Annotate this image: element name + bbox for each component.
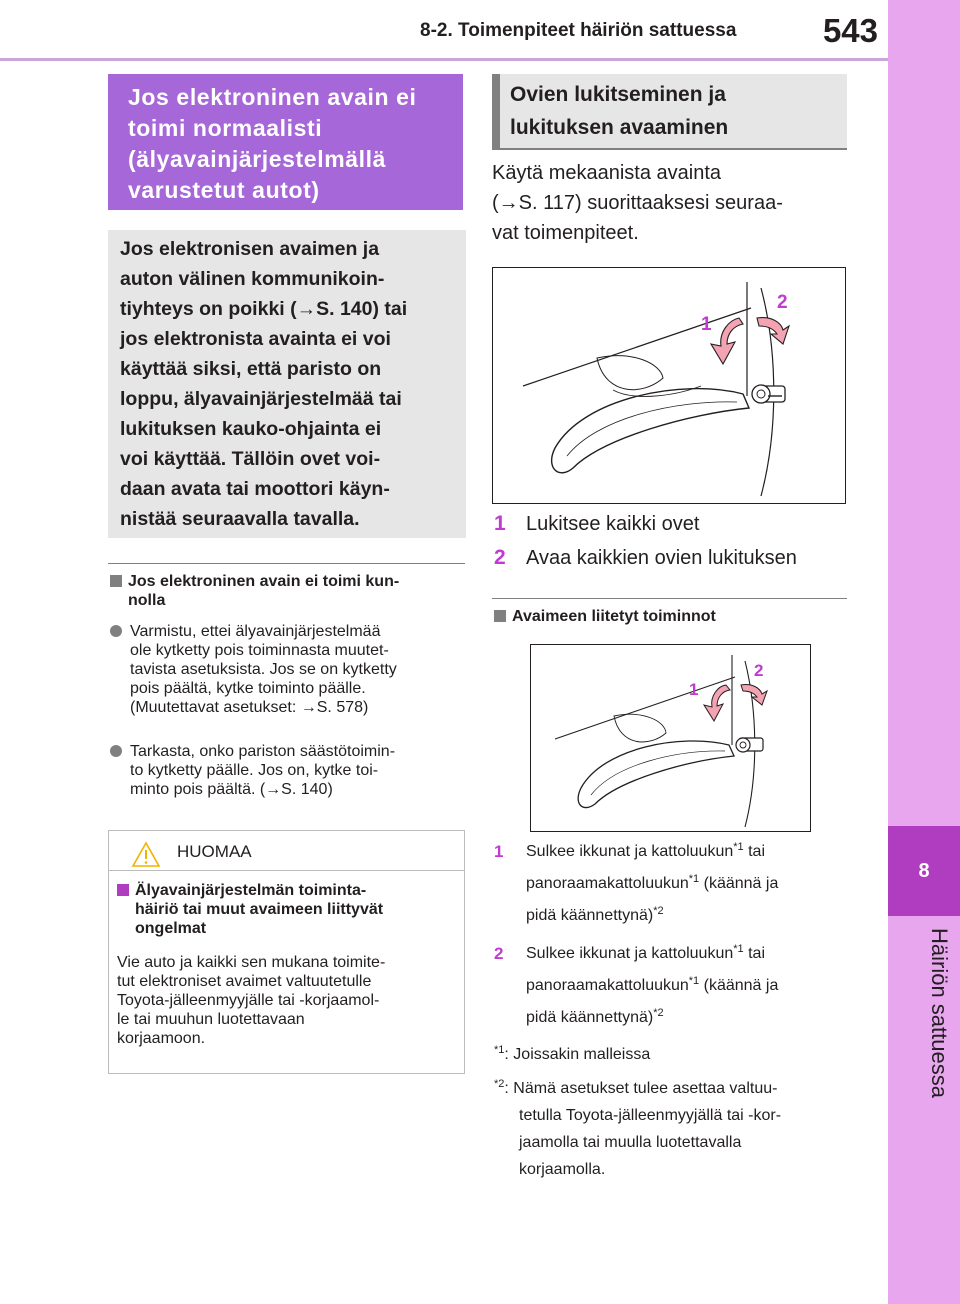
door-handle-figure-2 — [530, 644, 811, 832]
notice-subheading — [117, 881, 383, 938]
door-handle-illustration — [493, 268, 845, 503]
step-number: 1 — [494, 842, 504, 861]
step-item — [494, 938, 778, 1034]
intro-text: Jos elektronisen avaimen ja auton välinen kommunikoin- tiyhteys on poikki (→S. 140) tai jos elektronista avainta ei voi käyttää siksi, että paristo on loppu, älyavainjärjestelmää tai lukituksen kauko-ohjainta ei voi käyttää. Tällöin ovet voi- daan avata tai moottori käyn- nistää seuraavalla tavalla. — [120, 238, 408, 530]
step-text: Sulkee ikkunat ja kattoluukun — [526, 843, 734, 860]
step-text: (käännä ja — [699, 977, 779, 994]
chapter-number: 8 — [888, 826, 960, 916]
footnote-continuation: tetulla Toyota-jälleenmyyjällä tai -kor- jaamolla tai muulla luotettavalla korjaamolla. — [519, 1107, 782, 1178]
step-text: pidä käännettynä) — [526, 1009, 654, 1026]
figure-label-2: 2 — [777, 292, 788, 313]
footnote-text: : Nämä asetukset tulee asettaa valtuu- — [504, 1080, 778, 1097]
gray-heading-line: lukituksen avaaminen — [510, 116, 729, 139]
footnote-ref: *1 — [733, 943, 744, 955]
step-number: 2 — [494, 546, 506, 569]
divider — [108, 563, 465, 564]
step-text: pidä käännettynä) — [526, 907, 654, 924]
bullet-item — [110, 622, 470, 717]
step-item — [494, 836, 778, 932]
gray-heading-line: Ovien lukitseminen ja — [510, 83, 726, 106]
notice-label: HUOMAA — [177, 842, 252, 861]
step-text: panoraamakattoluukun — [526, 875, 689, 892]
chapter-side-tab — [888, 0, 960, 1304]
notice-header — [109, 831, 464, 871]
door-handle-illustration — [531, 645, 810, 831]
footnote-ref: *1 — [688, 975, 700, 987]
step-text: tai — [743, 843, 765, 860]
footnote — [494, 1041, 650, 1068]
figure-label-1: 1 — [689, 680, 699, 699]
step-text: Sulkee ikkunat ja kattoluukun — [526, 945, 734, 962]
divider — [492, 598, 847, 599]
figure-label-2: 2 — [754, 661, 764, 680]
door-handle-figure-1 — [492, 267, 846, 504]
step-text: (käännä ja — [699, 875, 779, 892]
chapter-name: Häiriön sattuessa — [927, 928, 952, 1098]
circle-bullet-icon — [110, 625, 122, 637]
subheading-key-not-working — [110, 572, 470, 610]
step-item — [494, 512, 699, 536]
step-number: 2 — [494, 944, 504, 963]
circle-bullet-icon — [110, 745, 122, 757]
purple-heading: Jos elektroninen avain ei toimi normaalisti (älyavainjärjestelmällä varustetut autot) — [108, 74, 463, 210]
notice-text: Vie auto ja kaikki sen mukana toimite- tut elektroniset avaimet valtuutetulle Toyota-jälleenmyyjälle tai -korjaamol- le tai muuhun luotettavaan korjaamoon. — [117, 954, 386, 1047]
bullet-text: Varmistu, ettei älyavainjärjestelmää ole kytketty pois toiminnasta muutet- tavista asetuksista. Jos se on kytketty pois päältä, kytke toiminto päälle. (Muutettavat asetukset: →S. 578) — [130, 623, 397, 716]
section-title: 8-2. Toimenpiteet häiriön sattuessa — [420, 20, 737, 41]
page-number: 543 — [822, 12, 878, 49]
step-item — [494, 546, 797, 570]
footnote — [494, 1075, 854, 1183]
subheading-text: Avaimeen liitetyt toiminnot — [512, 608, 716, 625]
square-bullet-icon — [117, 884, 129, 896]
bullet-text: Tarkasta, onko pariston säästötoimin- to kytketty päälle. Jos on, kytke toi- minto pois päältä. (→S. 140) — [130, 743, 396, 798]
subheading-text: Jos elektroninen avain ei toimi kun- nolla — [128, 573, 400, 609]
intro-box — [108, 230, 466, 538]
step-text: Avaa kaikkien ovien lukituksen — [526, 547, 797, 569]
footnote-ref: *2 — [653, 1007, 664, 1019]
figure-label-1: 1 — [701, 314, 712, 335]
square-bullet-icon — [494, 610, 506, 622]
notice-subheading-text: Älyavainjärjestelmän toiminta- häiriö tai muut avaimeen liittyvät ongelmat — [135, 882, 384, 937]
footnote-text: : Joissakin malleissa — [504, 1046, 651, 1063]
warning-triangle-icon — [131, 841, 161, 868]
footnote-ref: *2 — [653, 905, 664, 917]
footnote-mark: *1 — [494, 1044, 505, 1056]
gray-heading — [492, 74, 847, 150]
step-number: 1 — [494, 512, 506, 535]
footnote-mark: *2 — [494, 1078, 505, 1090]
footnote-ref: *1 — [733, 841, 744, 853]
right-intro-text: Käytä mekaanista avainta (→S. 117) suorittaaksesi seuraa- vat toimenpiteet. — [492, 162, 783, 244]
subheading-key-functions — [494, 607, 716, 626]
step-text: tai — [743, 945, 765, 962]
header-rule — [0, 58, 888, 61]
step-text: panoraamakattoluukun — [526, 977, 689, 994]
bullet-item — [110, 742, 470, 799]
notice-box — [108, 830, 465, 1074]
step-text: Lukitsee kaikki ovet — [526, 513, 700, 535]
footnote-ref: *1 — [688, 873, 700, 885]
square-bullet-icon — [110, 575, 122, 587]
